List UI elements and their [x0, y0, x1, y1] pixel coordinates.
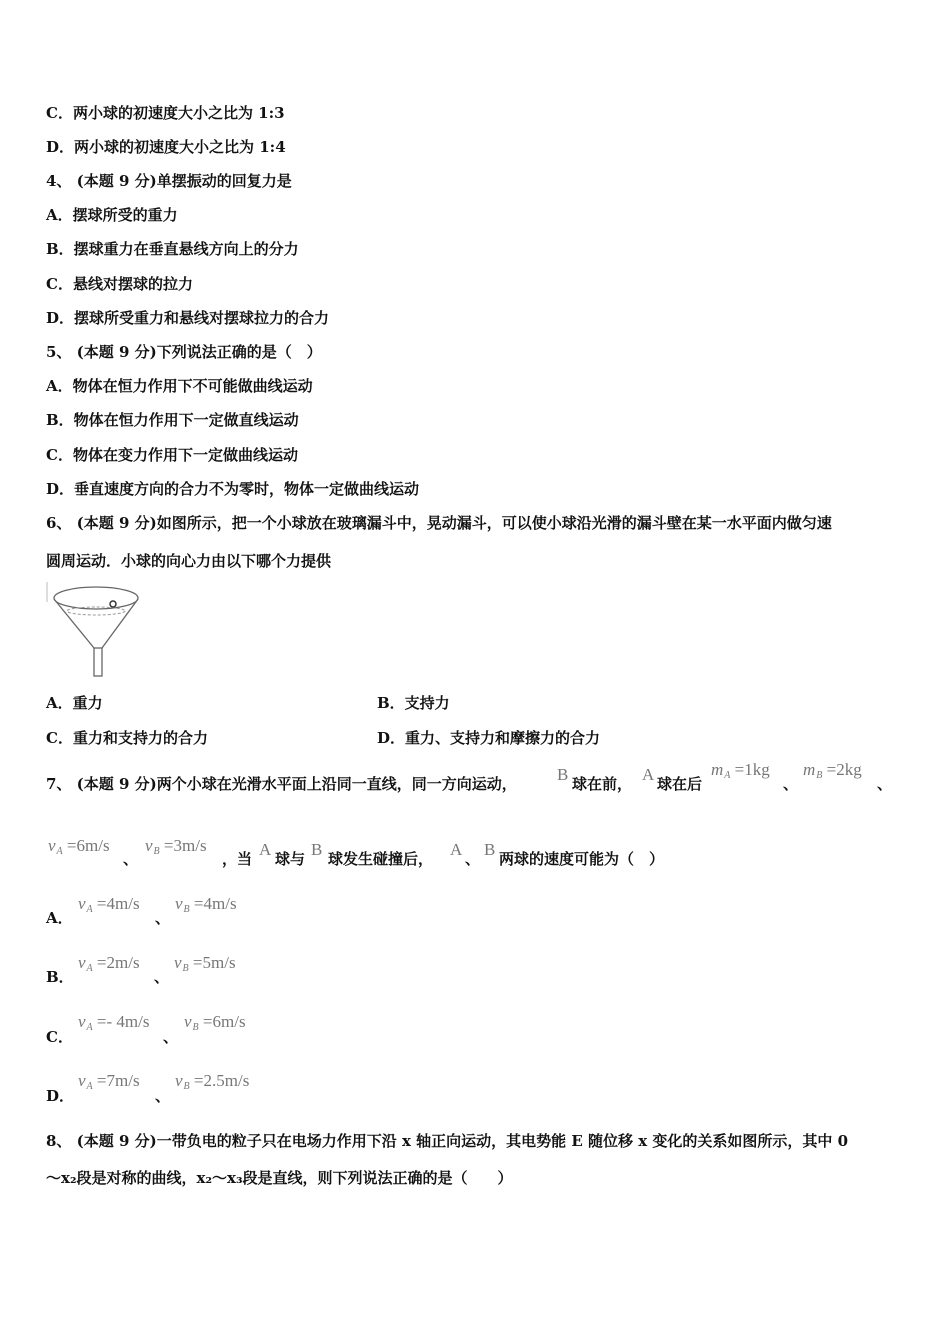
q7-var-a-2: A [259, 840, 272, 859]
funnel-figure [44, 578, 144, 680]
q5-option-a: A．物体在恒力作用下不可能做曲线运动 [46, 377, 313, 395]
q7-text-speeds: 两球的速度可能为（ ） [499, 850, 665, 868]
q7-option-d-sep: 、 [155, 1087, 171, 1105]
q7-option-a-va: $v_A =4m/s$ [78, 894, 140, 915]
q7-option-b-va: $v_A =2m/s$ [78, 953, 140, 974]
q3-option-c: C．两小球的初速度大小之比为 1:3 [46, 104, 285, 122]
q7-option-d-va: $v_A =7m/s$ [78, 1071, 140, 1092]
q7-var-a: A [642, 765, 655, 784]
q7-option-c-label: C． [46, 1028, 73, 1046]
q7-velocity-b: $v_B =3m/s$ [145, 836, 207, 857]
q4-option-b: B．摆球重力在垂直悬线方向上的分力 [46, 240, 299, 258]
q7-sep-3: 、 [123, 850, 139, 868]
q7-option-a-vb: $v_B =4m/s$ [175, 894, 237, 915]
q5-option-d: D．垂直速度方向的合力不为零时，物体一定做曲线运动 [46, 480, 420, 498]
q4-option-a: A．摆球所受的重力 [46, 206, 178, 224]
q7-sep-1: 、 [783, 775, 799, 793]
q4-stem: 4、 (本题 9 分)单摆振动的回复力是 [46, 172, 292, 190]
q4-option-c: C．悬线对摆球的拉力 [46, 275, 193, 293]
q5-option-b: B．物体在恒力作用下一定做直线运动 [46, 411, 299, 429]
q6-stem-line2: 圆周运动．小球的向心力由以下哪个力提供 [46, 552, 332, 570]
q7-option-a-sep: 、 [155, 909, 171, 927]
q7-sep-4: 、 [465, 850, 481, 868]
q6-stem-line1: 6、 (本题 9 分)如图所示，把一个小球放在玻璃漏斗中，晃动漏斗，可以使小球沿光滑的漏斗壁在某一水平面内做匀速 [46, 514, 832, 532]
q7-text-back: 球在后 [657, 775, 703, 793]
q7-mass-b: $m_B =2kg$ [803, 760, 862, 781]
q7-text-when: ，当 [222, 850, 253, 868]
q5-stem: 5、 (本题 9 分)下列说法正确的是（ ） [46, 343, 322, 361]
q7-option-c-sep: 、 [163, 1028, 179, 1046]
q7-mass-a: $m_A =1kg$ [711, 760, 770, 781]
q7-var-a-3: A [450, 840, 463, 859]
q8-stem-line2: ～x₂段是对称的曲线，x₂～x₃段是直线，则下列说法正确的是（ ） [46, 1169, 513, 1187]
q4-option-d: D．摆球所受重力和悬线对摆球拉力的合力 [46, 309, 330, 327]
q7-option-a-label: A． [46, 909, 73, 927]
q6-option-d: D．重力、支持力和摩擦力的合力 [377, 729, 601, 747]
q3-option-d: D．两小球的初速度大小之比为 1:4 [46, 138, 286, 156]
q5-option-c: C．物体在变力作用下一定做曲线运动 [46, 446, 298, 464]
q7-option-b-vb: $v_B =5m/s$ [174, 953, 236, 974]
q7-sep-2: 、 [877, 775, 893, 793]
q7-stem-part1: 7、 (本题 9 分)两个小球在光滑水平面上沿同一直线，同一方向运动， [46, 775, 517, 793]
q6-option-b: B．支持力 [377, 694, 450, 712]
q7-option-b-sep: 、 [154, 968, 170, 986]
q8-stem-line1: 8、 (本题 9 分)一带负电的粒子只在电场力作用下沿 x 轴正向运动，其电势能 E 随位移 x 变化的关系如图所示，其中 0 [46, 1132, 849, 1150]
q7-var-b-2: B [311, 840, 323, 859]
q7-text-ball-with: 球与 [275, 850, 306, 868]
q7-option-d-vb: $v_B =2.5m/s$ [175, 1071, 250, 1092]
q7-text-front: 球在前， [572, 775, 633, 793]
q6-option-a: A．重力 [46, 694, 103, 712]
q7-var-b: B [557, 765, 569, 784]
q7-option-c-va: $v_A =- 4m/s$ [78, 1012, 150, 1033]
q7-option-d-label: D． [46, 1087, 75, 1105]
q7-velocity-a: $v_A =6m/s$ [48, 836, 110, 857]
q7-var-b-3: B [484, 840, 496, 859]
q7-option-b-label: B． [46, 968, 74, 986]
q7-text-after: 球发生碰撞后， [328, 850, 434, 868]
q7-option-c-vb: $v_B =6m/s$ [184, 1012, 246, 1033]
q6-option-c: C．重力和支持力的合力 [46, 729, 208, 747]
